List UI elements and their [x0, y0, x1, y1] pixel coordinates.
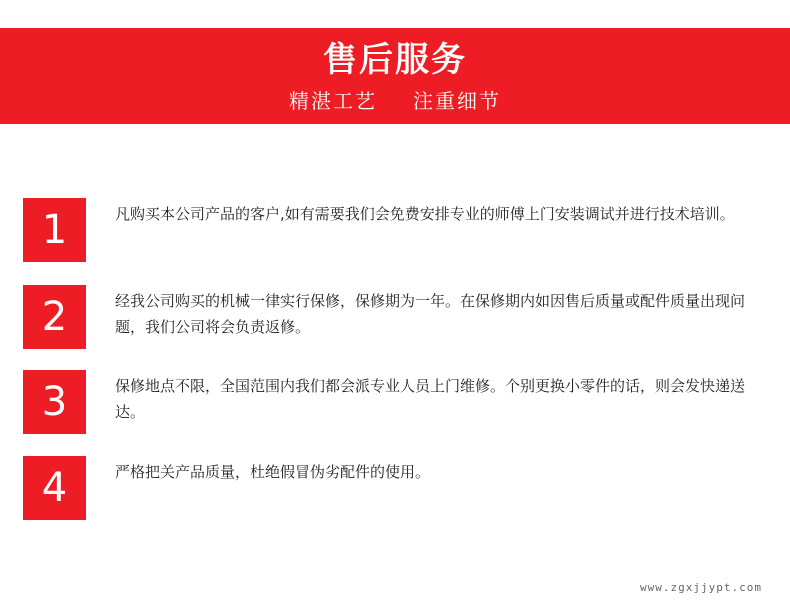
page-title: 售后服务 [323, 40, 467, 80]
service-item-3 [23, 370, 763, 434]
header-banner [0, 28, 790, 124]
item-number-badge: 3 [23, 370, 86, 434]
item-number-badge: 1 [23, 198, 86, 262]
item-description: 保修地点不限，全国范围内我们都会派专业人员上门维修。个别更换小零件的话，则会发快递送达。 [115, 377, 746, 421]
item-description: 经我公司购买的机械一律实行保修，保修期为一年。在保修期内如因售后质量或配件质量出现问题，我们公司将会负责返修。 [115, 292, 746, 336]
subtitle-details: 注重细节 [413, 89, 501, 113]
item-number-badge: 2 [23, 285, 86, 349]
page-subtitle [0, 88, 790, 114]
subtitle-craftsmanship: 精湛工艺 [289, 89, 377, 113]
item-description: 凡购买本公司产品的客户,如有需要我们会免费安排专业的师傅上门安装调试并进行技术培训。 [115, 205, 735, 223]
watermark: www.zgxjjypt.com [640, 581, 762, 594]
item-description: 严格把关产品质量，杜绝假冒伪劣配件的使用。 [115, 463, 431, 481]
item-number-badge: 4 [23, 456, 86, 520]
service-item-2 [23, 285, 763, 349]
service-item-1 [23, 198, 763, 262]
service-item-4 [23, 456, 763, 520]
